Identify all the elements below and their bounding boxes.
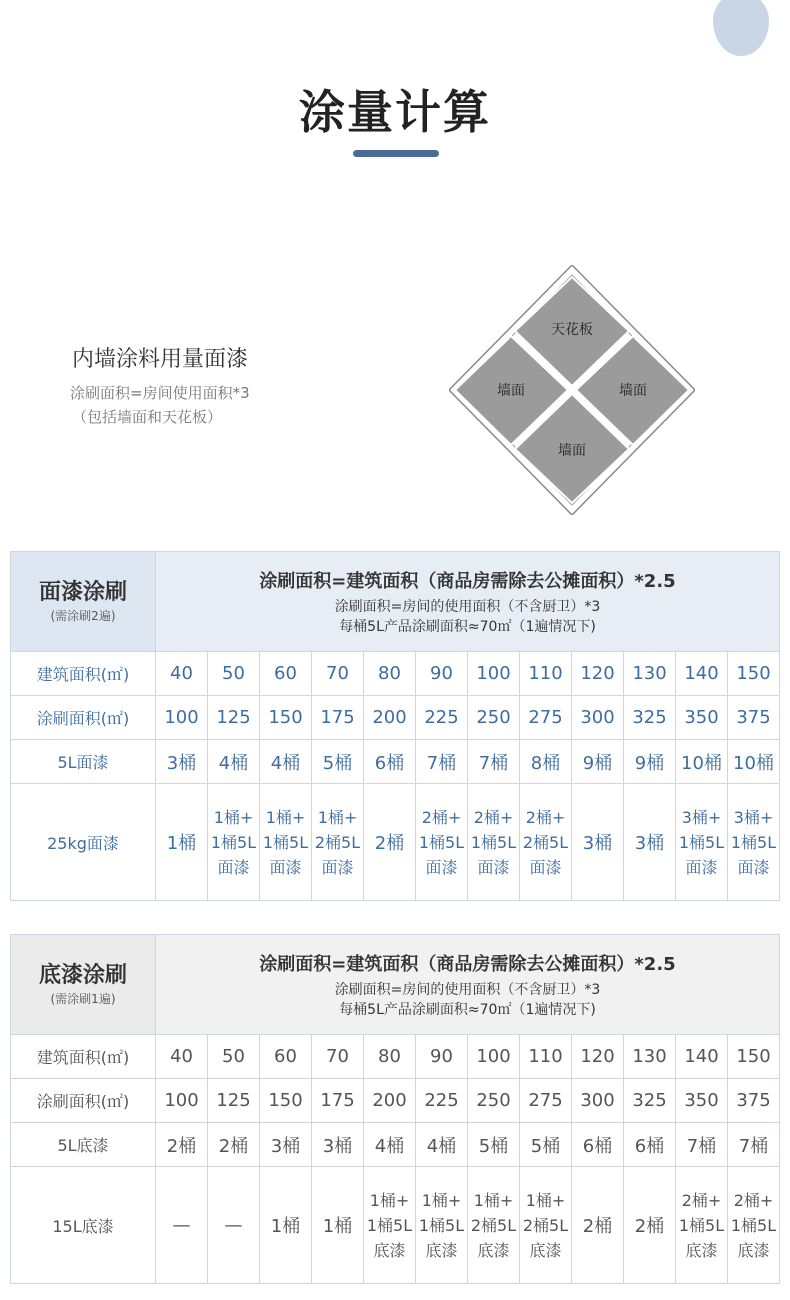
cell-line: 70 bbox=[326, 1046, 349, 1067]
table-cell bbox=[468, 1123, 520, 1167]
cell-line: 275 bbox=[528, 1090, 563, 1111]
cell-line: 底漆 bbox=[529, 1240, 562, 1260]
cell-line: 面漆 bbox=[217, 857, 250, 877]
table-cell bbox=[728, 1123, 780, 1167]
cell-line: 350 bbox=[684, 707, 719, 728]
table-cell bbox=[728, 740, 780, 784]
cell-line: 7桶 bbox=[686, 1135, 717, 1157]
table-cell bbox=[260, 1035, 312, 1079]
table-row bbox=[11, 784, 780, 901]
cell-line: 9桶 bbox=[634, 752, 665, 774]
cell-line: 2桶 bbox=[218, 1135, 249, 1157]
cell-line: 125 bbox=[216, 1090, 251, 1111]
row-label: 建筑面积(㎡) bbox=[11, 652, 156, 696]
cell-line: 375 bbox=[736, 707, 771, 728]
cell-line: 3桶 bbox=[322, 1135, 353, 1157]
primer-heading-cell bbox=[11, 935, 156, 1035]
topcoat-body bbox=[11, 652, 780, 901]
row-label: 5L底漆 bbox=[11, 1123, 156, 1167]
cell-line: 10桶 bbox=[681, 752, 722, 774]
row-label: 建筑面积(㎡) bbox=[11, 1035, 156, 1079]
table-cell bbox=[416, 784, 468, 901]
table-cell bbox=[156, 740, 208, 784]
cell-line: 3桶+ bbox=[681, 807, 722, 827]
cell-line: 3桶 bbox=[270, 1135, 301, 1157]
cell-line: 2桶+ bbox=[733, 1190, 774, 1210]
table-cell bbox=[728, 1035, 780, 1079]
table-cell bbox=[728, 784, 780, 901]
table-cell bbox=[676, 696, 728, 740]
cell-line: 100 bbox=[164, 1090, 199, 1111]
cell-line: 150 bbox=[736, 1046, 771, 1067]
table-cell bbox=[416, 740, 468, 784]
cell-line: 2桶5L bbox=[470, 1215, 517, 1235]
table-cell bbox=[312, 652, 364, 696]
table-cell bbox=[728, 1167, 780, 1284]
cell-line: 1桶+ bbox=[265, 807, 306, 827]
cell-line: 50 bbox=[222, 1046, 245, 1067]
cell-line: 底漆 bbox=[685, 1240, 718, 1260]
topcoat-info-line: 每桶5L产品涂刷面积≈70㎡（1遍情况下) bbox=[339, 618, 596, 635]
table-cell bbox=[260, 696, 312, 740]
intro-note: （包括墙面和天花板） bbox=[72, 408, 223, 426]
table-cell bbox=[156, 652, 208, 696]
table-cell bbox=[260, 784, 312, 901]
table-cell bbox=[624, 784, 676, 901]
diagram-wall-bottom-label: 墙面 bbox=[558, 443, 586, 459]
cell-line: 6桶 bbox=[374, 752, 405, 774]
table-cell bbox=[468, 1079, 520, 1123]
cell-line: 50 bbox=[222, 663, 245, 684]
table-cell bbox=[364, 1035, 416, 1079]
cell-line: 底漆 bbox=[425, 1240, 458, 1260]
table-cell bbox=[312, 740, 364, 784]
cell-line: 面漆 bbox=[529, 857, 562, 877]
cell-line: 250 bbox=[476, 707, 511, 728]
primer-header-row bbox=[11, 935, 780, 1035]
cell-line: 175 bbox=[320, 1090, 355, 1111]
cell-line: 150 bbox=[268, 1090, 303, 1111]
table-cell bbox=[208, 1167, 260, 1284]
cell-line: 面漆 bbox=[425, 857, 458, 877]
cell-line: 2桶+ bbox=[421, 807, 462, 827]
topcoat-info-main: 涂刷面积=建筑面积（商品房需除去公摊面积）*2.5 bbox=[259, 570, 676, 592]
table-cell bbox=[312, 1123, 364, 1167]
table-cell bbox=[520, 652, 572, 696]
table-cell bbox=[156, 1167, 208, 1284]
table-cell bbox=[572, 784, 624, 901]
table-cell bbox=[364, 696, 416, 740]
cell-line: 1桶5L bbox=[418, 1215, 465, 1235]
primer-info-line: 涂刷面积=房间的使用面积（不含厨卫）*3 bbox=[334, 981, 601, 998]
cell-line: 3桶+ bbox=[733, 807, 774, 827]
table-cell bbox=[468, 652, 520, 696]
cell-line: 10桶 bbox=[733, 752, 774, 774]
table-cell bbox=[676, 1035, 728, 1079]
table-cell bbox=[208, 652, 260, 696]
diagram-ceiling-label: 天花板 bbox=[551, 322, 593, 338]
table-cell bbox=[208, 784, 260, 901]
table-cell bbox=[208, 1079, 260, 1123]
cell-line: 40 bbox=[170, 1046, 193, 1067]
room-area-diagram bbox=[449, 265, 695, 515]
table-cell bbox=[364, 1079, 416, 1123]
cell-line: 5桶 bbox=[322, 752, 353, 774]
table-cell bbox=[572, 740, 624, 784]
title-underline bbox=[353, 150, 439, 157]
row-label: 15L底漆 bbox=[11, 1167, 156, 1284]
cell-line: 1桶5L bbox=[678, 1215, 725, 1235]
cell-line: 150 bbox=[268, 707, 303, 728]
topcoat-heading: 面漆涂刷 bbox=[38, 579, 127, 605]
cell-line: 275 bbox=[528, 707, 563, 728]
cell-line: — bbox=[172, 1214, 191, 1236]
cell-line: 2桶 bbox=[634, 1216, 665, 1237]
cell-line: 2桶5L bbox=[522, 832, 569, 852]
table-cell bbox=[728, 696, 780, 740]
table-row bbox=[11, 696, 780, 740]
cell-line: 40 bbox=[170, 663, 193, 684]
cell-line: 3桶 bbox=[634, 833, 665, 854]
cell-line: 300 bbox=[580, 707, 615, 728]
table-cell bbox=[520, 696, 572, 740]
row-label: 5L面漆 bbox=[11, 740, 156, 784]
cell-line: 6桶 bbox=[582, 1135, 613, 1157]
diagram-wall-left-label: 墙面 bbox=[497, 383, 525, 399]
cell-line: 100 bbox=[476, 663, 511, 684]
table-cell bbox=[364, 1167, 416, 1284]
table-cell bbox=[676, 740, 728, 784]
table-cell bbox=[572, 1079, 624, 1123]
table-cell bbox=[624, 652, 676, 696]
cell-line: 9桶 bbox=[582, 752, 613, 774]
cell-line: 1桶5L bbox=[730, 1215, 777, 1235]
table-cell bbox=[312, 1167, 364, 1284]
cell-line: 2桶5L bbox=[314, 832, 361, 852]
cell-line: 1桶 bbox=[166, 833, 197, 854]
cell-line: 1桶5L bbox=[678, 832, 725, 852]
cell-line: 面漆 bbox=[685, 857, 718, 877]
cell-line: 90 bbox=[430, 1046, 453, 1067]
cell-line: 200 bbox=[372, 1090, 407, 1111]
cell-line: 120 bbox=[580, 1046, 615, 1067]
table-cell bbox=[624, 740, 676, 784]
cell-line: 1桶+ bbox=[525, 1190, 566, 1210]
cell-line: 1桶 bbox=[322, 1216, 353, 1237]
cell-line: 110 bbox=[528, 663, 563, 684]
cell-line: 6桶 bbox=[634, 1135, 665, 1157]
table-cell bbox=[156, 1079, 208, 1123]
cell-line: 1桶5L bbox=[262, 832, 309, 852]
table-cell bbox=[208, 740, 260, 784]
cell-line: 7桶 bbox=[478, 752, 509, 774]
topcoat-heading-cell bbox=[11, 552, 156, 652]
table-cell bbox=[208, 696, 260, 740]
row-label: 涂刷面积(㎡) bbox=[11, 696, 156, 740]
cell-line: 8桶 bbox=[530, 752, 561, 774]
table-cell bbox=[520, 1123, 572, 1167]
table-row bbox=[11, 652, 780, 696]
cell-line: 225 bbox=[424, 707, 459, 728]
table-cell bbox=[156, 1035, 208, 1079]
cell-line: 面漆 bbox=[477, 857, 510, 877]
table-cell bbox=[624, 1123, 676, 1167]
cell-line: 1桶5L bbox=[418, 832, 465, 852]
table-cell bbox=[416, 696, 468, 740]
table-cell bbox=[520, 1167, 572, 1284]
table-cell bbox=[624, 696, 676, 740]
cell-line: 1桶+ bbox=[317, 807, 358, 827]
topcoat-header-row bbox=[11, 552, 780, 652]
table-cell bbox=[312, 784, 364, 901]
cell-line: 面漆 bbox=[269, 857, 302, 877]
table-cell bbox=[260, 740, 312, 784]
table-cell bbox=[676, 1079, 728, 1123]
topcoat-info-cell bbox=[156, 552, 780, 652]
table-cell bbox=[312, 696, 364, 740]
cell-line: 底漆 bbox=[737, 1240, 770, 1260]
cell-line: 5桶 bbox=[530, 1135, 561, 1157]
cell-line: 4桶 bbox=[426, 1135, 457, 1157]
table-cell bbox=[520, 740, 572, 784]
table-cell bbox=[624, 1167, 676, 1284]
primer-subheading: (需涂刷1遍) bbox=[50, 991, 116, 1006]
table-cell bbox=[260, 1123, 312, 1167]
table-cell bbox=[676, 652, 728, 696]
table-cell bbox=[728, 652, 780, 696]
table-cell bbox=[416, 1035, 468, 1079]
cell-line: 110 bbox=[528, 1046, 563, 1067]
table-cell bbox=[520, 1079, 572, 1123]
cell-line: 70 bbox=[326, 663, 349, 684]
cell-line: 3桶 bbox=[582, 833, 613, 854]
table-cell bbox=[416, 652, 468, 696]
table-cell bbox=[468, 784, 520, 901]
topcoat-table bbox=[10, 551, 780, 901]
table-cell bbox=[156, 696, 208, 740]
cell-line: 2桶+ bbox=[473, 807, 514, 827]
cell-line: 3桶 bbox=[166, 752, 197, 774]
table-cell bbox=[260, 652, 312, 696]
cell-line: 300 bbox=[580, 1090, 615, 1111]
cell-line: 120 bbox=[580, 663, 615, 684]
cell-line: 底漆 bbox=[477, 1240, 510, 1260]
cell-line: 7桶 bbox=[426, 752, 457, 774]
cell-line: 2桶5L bbox=[522, 1215, 569, 1235]
table-cell bbox=[364, 784, 416, 901]
primer-info-main: 涂刷面积=建筑面积（商品房需除去公摊面积）*2.5 bbox=[259, 953, 676, 975]
table-cell bbox=[676, 784, 728, 901]
cell-line: 140 bbox=[684, 1046, 719, 1067]
cell-line: 5桶 bbox=[478, 1135, 509, 1157]
cell-line: 1桶 bbox=[270, 1216, 301, 1237]
cell-line: — bbox=[224, 1214, 243, 1236]
cell-line: 130 bbox=[632, 1046, 667, 1067]
table-cell bbox=[572, 696, 624, 740]
cell-line: 2桶+ bbox=[681, 1190, 722, 1210]
table-cell bbox=[364, 1123, 416, 1167]
table-row bbox=[11, 1123, 780, 1167]
cell-line: 2桶 bbox=[582, 1216, 613, 1237]
cell-line: 7桶 bbox=[738, 1135, 769, 1157]
table-cell bbox=[676, 1123, 728, 1167]
topcoat-subheading: (需涂刷2遍) bbox=[50, 608, 116, 623]
cell-line: 130 bbox=[632, 663, 667, 684]
cell-line: 1桶5L bbox=[210, 832, 257, 852]
table-cell bbox=[416, 1079, 468, 1123]
cell-line: 200 bbox=[372, 707, 407, 728]
table-cell bbox=[728, 1079, 780, 1123]
table-cell bbox=[572, 1123, 624, 1167]
cell-line: 90 bbox=[430, 663, 453, 684]
cell-line: 225 bbox=[424, 1090, 459, 1111]
table-cell bbox=[364, 652, 416, 696]
table-row bbox=[11, 1167, 780, 1284]
table-cell bbox=[208, 1035, 260, 1079]
cell-line: 125 bbox=[216, 707, 251, 728]
cell-line: 1桶+ bbox=[473, 1190, 514, 1210]
cell-line: 375 bbox=[736, 1090, 771, 1111]
primer-info-cell bbox=[156, 935, 780, 1035]
table-row bbox=[11, 1035, 780, 1079]
cell-line: 140 bbox=[684, 663, 719, 684]
cell-line: 60 bbox=[274, 663, 297, 684]
cell-line: 面漆 bbox=[737, 857, 770, 877]
decorative-blob bbox=[713, 0, 769, 56]
cell-line: 2桶 bbox=[166, 1135, 197, 1157]
cell-line: 175 bbox=[320, 707, 355, 728]
table-cell bbox=[468, 696, 520, 740]
cell-line: 80 bbox=[378, 1046, 401, 1067]
primer-heading: 底漆涂刷 bbox=[38, 962, 127, 988]
table-cell bbox=[676, 1167, 728, 1284]
table-cell bbox=[468, 1035, 520, 1079]
table-cell bbox=[624, 1079, 676, 1123]
table-cell bbox=[312, 1035, 364, 1079]
primer-table bbox=[10, 934, 780, 1284]
cell-line: 1桶5L bbox=[730, 832, 777, 852]
table-cell bbox=[572, 1035, 624, 1079]
cell-line: 1桶+ bbox=[369, 1190, 410, 1210]
table-row bbox=[11, 740, 780, 784]
cell-line: 面漆 bbox=[321, 857, 354, 877]
cell-line: 250 bbox=[476, 1090, 511, 1111]
cell-line: 350 bbox=[684, 1090, 719, 1111]
table-cell bbox=[520, 1035, 572, 1079]
table-cell bbox=[208, 1123, 260, 1167]
topcoat-info-line: 涂刷面积=房间的使用面积（不含厨卫）*3 bbox=[334, 598, 601, 615]
table-cell bbox=[468, 1167, 520, 1284]
table-cell bbox=[416, 1123, 468, 1167]
cell-line: 150 bbox=[736, 663, 771, 684]
intro-heading: 内墙涂料用量面漆 bbox=[72, 347, 249, 372]
table-cell bbox=[572, 1167, 624, 1284]
table-cell bbox=[364, 740, 416, 784]
table-cell bbox=[416, 1167, 468, 1284]
intro-formula: 涂刷面积=房间使用面积*3 bbox=[70, 384, 250, 402]
table-cell bbox=[260, 1079, 312, 1123]
table-cell bbox=[520, 784, 572, 901]
cell-line: 1桶5L bbox=[366, 1215, 413, 1235]
table-cell bbox=[156, 784, 208, 901]
cell-line: 4桶 bbox=[374, 1135, 405, 1157]
cell-line: 2桶+ bbox=[525, 807, 566, 827]
cell-line: 100 bbox=[164, 707, 199, 728]
primer-info-line: 每桶5L产品涂刷面积≈70㎡（1遍情况下) bbox=[339, 1001, 596, 1018]
table-cell bbox=[260, 1167, 312, 1284]
cell-line: 325 bbox=[632, 1090, 667, 1111]
table-cell bbox=[572, 652, 624, 696]
row-label: 涂刷面积(㎡) bbox=[11, 1079, 156, 1123]
table-cell bbox=[156, 1123, 208, 1167]
cell-line: 底漆 bbox=[373, 1240, 406, 1260]
cell-line: 2桶 bbox=[374, 833, 405, 854]
table-cell bbox=[312, 1079, 364, 1123]
cell-line: 1桶+ bbox=[213, 807, 254, 827]
cell-line: 80 bbox=[378, 663, 401, 684]
cell-line: 60 bbox=[274, 1046, 297, 1067]
cell-line: 4桶 bbox=[270, 752, 301, 774]
page-title: 涂量计算 bbox=[299, 85, 491, 139]
primer-body bbox=[11, 1035, 780, 1284]
table-row bbox=[11, 1079, 780, 1123]
cell-line: 1桶5L bbox=[470, 832, 517, 852]
diagram-wall-right-label: 墙面 bbox=[619, 383, 647, 399]
cell-line: 4桶 bbox=[218, 752, 249, 774]
table-cell bbox=[468, 740, 520, 784]
row-label: 25kg面漆 bbox=[11, 784, 156, 901]
cell-line: 325 bbox=[632, 707, 667, 728]
cell-line: 100 bbox=[476, 1046, 511, 1067]
cell-line: 1桶+ bbox=[421, 1190, 462, 1210]
table-cell bbox=[624, 1035, 676, 1079]
